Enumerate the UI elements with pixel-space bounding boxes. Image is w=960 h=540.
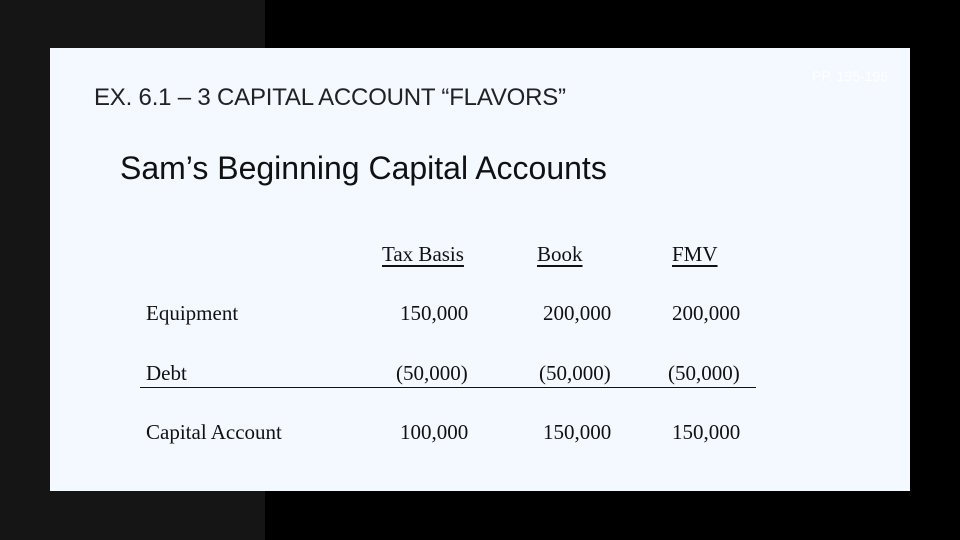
row-label-capital-account: Capital Account	[146, 420, 282, 444]
row-label-debt: Debt	[146, 361, 187, 385]
slide-subtitle: Sam’s Beginning Capital Accounts	[120, 150, 607, 186]
slide-heading: EX. 6.1 – 3 CAPITAL ACCOUNT “FLAVORS”	[94, 84, 566, 111]
table-cell: (50,000)	[539, 361, 611, 385]
table-cell: 150,000	[672, 420, 741, 444]
table-cell: 200,000	[672, 301, 741, 325]
table-cell: 150,000	[400, 301, 469, 325]
slide-panel	[50, 48, 910, 491]
table-cell: (50,000)	[396, 361, 468, 385]
table-cell: (50,000)	[668, 361, 740, 385]
table-cell: 100,000	[400, 420, 469, 444]
column-header-tax-basis: Tax Basis	[382, 242, 464, 266]
row-label-equipment: Equipment	[146, 301, 239, 325]
column-header-book: Book	[537, 242, 583, 266]
table-cell: 200,000	[543, 301, 612, 325]
column-header-fmv: FMV	[672, 242, 718, 266]
table-cell: 150,000	[543, 420, 612, 444]
page-reference: PP. 195-196	[811, 68, 888, 84]
